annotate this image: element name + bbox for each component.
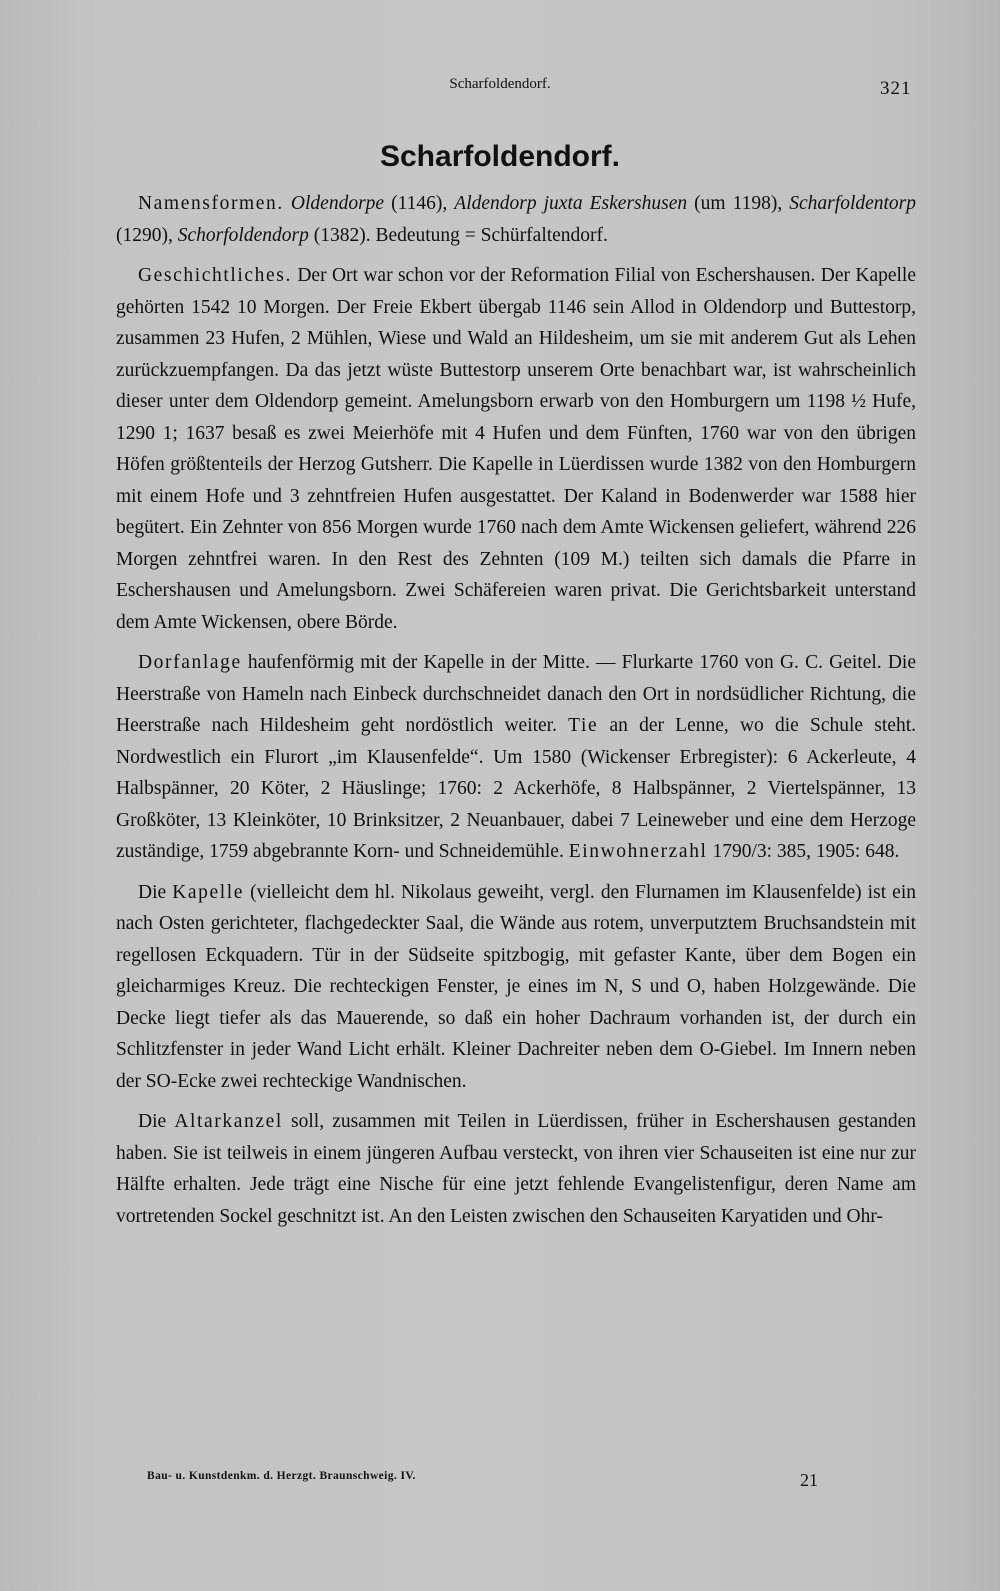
text-run: (1290), — [116, 224, 178, 246]
text-run: (um 1198), — [687, 193, 790, 214]
paragraph-namensformen — [116, 188, 916, 251]
paragraph-kapelle — [116, 877, 916, 1098]
text-run: 1790/3: 385, 1905: 648. — [707, 841, 900, 862]
article-body — [116, 188, 916, 1241]
section-label: Altarkanzel — [174, 1111, 283, 1132]
running-title: Scharfoldendorf. — [449, 76, 551, 92]
section-label: Geschichtliches. — [138, 265, 292, 286]
paragraph-geschichtliches — [116, 260, 916, 638]
name-form: Scharfoldentorp — [789, 193, 917, 214]
name-form: Oldendorpe — [290, 193, 385, 214]
text-run: Die — [138, 1111, 175, 1132]
section-label: Kapelle — [172, 881, 245, 903]
text-run: an der Lenne, wo die Schule steht. Nordwestlich ein Flurort „im Klausenfelde“. Um 1580 (Wickenser Erbregister): 6 Ackerleute, 4 Halbspänner, 20 Köter, 2 Häuslinge; 1760: 2 Ackerhöfe, 8 Halbspänner, 2 Viertelspänner, 13 Großköter, 13 Kleinköter, 10 Brinksitzer, 2 Neuanbauer, dabei 7 Leineweber und eine dem Herzoge zuständige, 1759 abgebrannte Korn- und Schneidemühle. — [116, 715, 916, 862]
text-run: Die — [138, 881, 173, 903]
text-run: (1382). Bedeutung = Schürfaltendorf. — [308, 224, 608, 246]
name-form: Schorfoldendorp — [177, 224, 309, 246]
section-label: Einwohnerzahl — [568, 841, 708, 862]
page-number: 321 — [880, 78, 912, 99]
page-title: Scharfoldendorf. — [379, 140, 620, 173]
text-run: haufenförmig mit der Kapelle in der Mitte. — Flurkarte 1760 von G. C. Geitel. Die Heerstraße von Hameln nach Einbeck durchschneidet danach den Ort in nordsüdlicher Richtung, die Heerstraße nach Hildesheim geht nordöstlich weiter. — [116, 652, 916, 736]
section-label: Namensformen. — [138, 193, 284, 214]
text-run: Der Ort war schon vor der Reformation Filial von Eschershausen. Der Kapelle gehörten 1542 10 Morgen. Der Freie Ekbert übergab 1146 sein Allod in Oldendorp und Buttestorp, zusammen 23 Hufen, 2 Mühlen, Wiese und Wald an Hildesheim, um sie mit anderem Gut als Lehen zurückzuempfangen. Da das jetzt wüste Buttestorp unserem Orte benachbart war, ist wahrscheinlich dieser unter dem Oldendorp gemeint. Amelungsborn erwarb von den Homburgern um 1198 ½ Hufe, 1290 1; 1637 besaß es zwei Meierhöfe mit 4 Hufen und dem Fünften, 1760 war von den übrigen Höfen größtenteils der Herzog Gutsherr. Die Kapelle in Lüerdissen wurde 1382 von den Homburgern mit einem Hofe und 3 zehntfreien Hufen ausgestattet. Der Kaland in Bodenwerder war 1588 hier begütert. Ein Zehnter von 856 Morgen wurde 1760 nach dem Amte Wickensen geliefert, während 226 Morgen zehntfrei waren. In den Rest des Zehnten (109 M.) teilten sich damals die Pfarre in Eschershausen und Amelungsborn. Zwei Schäfereien waren privat. Die Gerichtsbarkeit unterstand dem Amte Wickensen, obere Börde. — [116, 265, 916, 633]
footer-signature: 21 — [800, 1470, 818, 1490]
section-label: Tie — [568, 715, 599, 736]
footer-series-title: Bau- u. Kunstdenkm. d. Herzgt. Braunschweig. IV. — [147, 1470, 416, 1482]
section-label: Dorfanlage — [138, 652, 242, 673]
paragraph-dorfanlage — [116, 647, 916, 868]
name-form: Aldendorp juxta Eskershusen — [454, 193, 688, 214]
text-run: (1146), — [384, 193, 455, 214]
text-run: (vielleicht dem hl. Nikolaus geweiht, vergl. den Flurnamen im Klausenfelde) ist ein nach Osten gerichteter, flachgedeckter Saal, die Wände aus rotem, unverputztem Bruchsandstein mit regellosen Eckquadern. Tür in der Südseite spitzbogig, mit gefaster Kante, über dem Bogen ein gleicharmiges Kreuz. Die rechteckigen Fenster, je eines im N, S und O, haben Holzgewände. Die Decke liegt tiefer als das Mauerende, so daß ein hoher Dachraum vorhanden ist, der durch ein Schlitzfenster in jeder Wand Licht erhält. Kleiner Dachreiter neben dem O-Giebel. Im Innern neben der SO-Ecke zwei rechteckige Wandnischen. — [116, 881, 917, 1092]
paragraph-altarkanzel — [116, 1106, 916, 1232]
text-run: soll, zusammen mit Teilen in Lüerdissen, früher in Eschershausen gestanden haben. Sie ist teilweis in einem jüngeren Aufbau versteckt, von ihren vier Schauseiten ist eine nur zur Hälfte erhalten. Jede trägt eine Nische für eine jetzt fehlende Evangelistenfigur, deren Name am vortretenden Sockel geschnitzt ist. An den Leisten zwischen den Schauseiten Karyatiden und Ohr- — [116, 1111, 916, 1227]
